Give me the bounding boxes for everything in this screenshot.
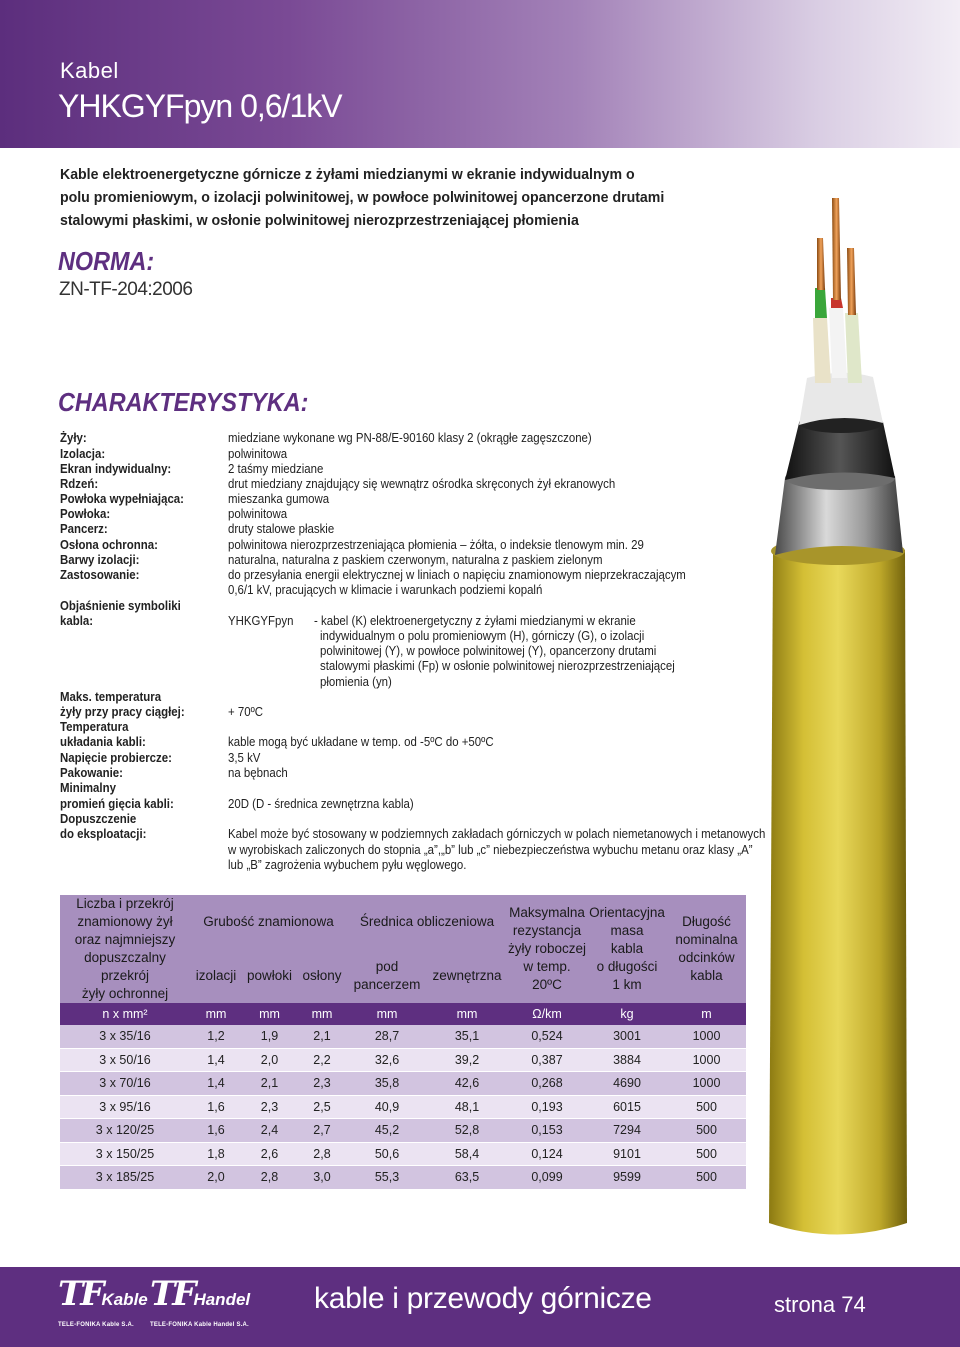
spec-label-ukladanie-2: układania kabli: bbox=[60, 734, 146, 749]
table-cell: 500 bbox=[667, 1095, 746, 1119]
table-cell: 35,1 bbox=[427, 1025, 507, 1048]
table-cell: 1,6 bbox=[190, 1119, 242, 1143]
header-text-line: Długość bbox=[682, 914, 731, 929]
table-cell: 2,4 bbox=[242, 1119, 297, 1143]
header-text-line: odcinków bbox=[678, 950, 735, 965]
table-cell: 500 bbox=[667, 1166, 746, 1190]
table-cell: 52,8 bbox=[427, 1119, 507, 1143]
header-text-line: Orientacyjna bbox=[589, 905, 665, 920]
table-cell: 2,6 bbox=[242, 1142, 297, 1166]
table-cell: 2,7 bbox=[297, 1119, 347, 1143]
table-cell: 50,6 bbox=[347, 1142, 427, 1166]
page-indicator bbox=[774, 1292, 866, 1318]
specification-table bbox=[60, 895, 746, 1190]
spec-value-dopuszczenie-line: lub „B” zagrożenia wybuchem pyłu węglowego. bbox=[228, 857, 467, 872]
unit-cell: mm bbox=[190, 1003, 242, 1025]
table-cell: 3001 bbox=[587, 1025, 667, 1048]
header-text-line: Maksymalna bbox=[509, 905, 585, 920]
table-cell: 3 x 70/16 bbox=[60, 1072, 190, 1096]
spec-value-dopuszczenie-line: w wyrobiskach zaliczonych do stopnia „a”,„b” lub „c” niebezpieczeństwa wybuchu metanu oraz klasy „A” bbox=[228, 842, 753, 857]
table-cell: 2,2 bbox=[297, 1048, 347, 1072]
spec-value-barwy: naturalna, naturalna z paskiem czerwonym, naturalna z paskiem zielonym bbox=[228, 552, 603, 567]
spec-label-pakowanie: Pakowanie: bbox=[60, 765, 123, 780]
table-cell: 1,8 bbox=[190, 1142, 242, 1166]
tf-kable-logo bbox=[58, 1274, 148, 1328]
footer-band bbox=[0, 1267, 960, 1347]
table-cell: 0,193 bbox=[507, 1095, 587, 1119]
spec-value-zastosowanie-2: 0,6/1 kV, pracujących w klimacie i warunkach podziemi kopalń bbox=[228, 582, 543, 597]
unit-cell: n x mm² bbox=[60, 1003, 190, 1025]
unit-cell: m bbox=[667, 1003, 746, 1025]
table-cell: 9101 bbox=[587, 1142, 667, 1166]
spec-label-zyly: Żyły: bbox=[60, 430, 87, 445]
header-powloki: powłoki bbox=[242, 949, 297, 1003]
table-cell: 1,9 bbox=[242, 1025, 297, 1048]
table-cell: 1000 bbox=[667, 1025, 746, 1048]
spec-label-promien-2: promień gięcia kabli: bbox=[60, 796, 174, 811]
table-cell: 3 x 185/25 bbox=[60, 1166, 190, 1190]
spec-value-zyly: miedziane wykonane wg PN-88/E-90160 klasy 2 (okrągłe zagęszczone) bbox=[228, 430, 592, 445]
spec-label-symbolika-1: Objaśnienie symboliki bbox=[60, 598, 181, 613]
header-text-line: rezystancja bbox=[512, 923, 582, 938]
header-text-line: kabla bbox=[690, 968, 723, 983]
logo-mark: TF bbox=[58, 1274, 102, 1314]
header-text-line: znamionowy żył bbox=[77, 914, 173, 929]
logo-word: Kable bbox=[101, 1290, 148, 1309]
table-row bbox=[60, 1095, 746, 1119]
table-cell: 3884 bbox=[587, 1048, 667, 1072]
table-cell: 32,6 bbox=[347, 1048, 427, 1072]
table-cell: 2,3 bbox=[242, 1095, 297, 1119]
table-cell: 3 x 50/16 bbox=[60, 1048, 190, 1072]
table-cell: 3,0 bbox=[297, 1166, 347, 1190]
unit-cell: mm bbox=[297, 1003, 347, 1025]
table-cell: 2,0 bbox=[242, 1048, 297, 1072]
unit-cell: Ω/km bbox=[507, 1003, 587, 1025]
header-rezystancja bbox=[507, 895, 587, 1003]
table-cell: 2,1 bbox=[297, 1025, 347, 1048]
table-cell: 4690 bbox=[587, 1072, 667, 1096]
intro-line: stalowymi płaskimi, w osłonie polwinitowej nierozprzestrzeniającej płomienia bbox=[60, 212, 579, 229]
header-masa bbox=[587, 895, 667, 1003]
spec-label-oslona: Osłona ochronna: bbox=[60, 537, 158, 552]
tf-handel-logo bbox=[150, 1274, 251, 1328]
table-cell: 1,6 bbox=[190, 1095, 242, 1119]
spec-label-promien-1: Minimalny bbox=[60, 780, 116, 795]
spec-label-symbolika-2: kabla: bbox=[60, 613, 94, 628]
table-cell: 58,4 bbox=[427, 1142, 507, 1166]
header-grubosc: Grubość znamionowa bbox=[190, 895, 347, 949]
symbol-desc-line: stalowymi płaskimi (Fp) w osłonie polwinitowej nierozprzestrzeniającej bbox=[320, 658, 675, 673]
page-number: 74 bbox=[841, 1292, 866, 1317]
logo-mark: TF bbox=[150, 1274, 194, 1314]
spec-value-powloka: polwinitowa bbox=[228, 506, 288, 521]
table-cell: 1,4 bbox=[190, 1048, 242, 1072]
table-cell: 1000 bbox=[667, 1048, 746, 1072]
spec-value-ekran: 2 taśmy miedziane bbox=[228, 461, 324, 476]
spec-value-ukladanie: kable mogą być układane w temp. od -5ºC do +50ºC bbox=[228, 734, 494, 749]
table-cell: 2,8 bbox=[242, 1166, 297, 1190]
intro-line: polu promieniowym, o izolacji polwinitowej, w powłoce polwinitowej opancerzone drutami bbox=[60, 189, 665, 206]
table-cell: 3 x 35/16 bbox=[60, 1025, 190, 1048]
norma-value: ZN-TF-204:2006 bbox=[59, 279, 193, 300]
table-cell: 0,268 bbox=[507, 1072, 587, 1096]
spec-value-promien: 20D (D - średnica zewnętrzna kabla) bbox=[228, 796, 414, 811]
table-cell: 2,0 bbox=[190, 1166, 242, 1190]
table-cell: 2,5 bbox=[297, 1095, 347, 1119]
table-row bbox=[60, 1072, 746, 1096]
header-text-line: żyły roboczej bbox=[507, 941, 587, 956]
symbol-desc-line: indywidualnym o polu promieniowym (H), górniczy (G), o izolacji bbox=[320, 628, 645, 643]
spec-label-izolacja: Izolacja: bbox=[60, 446, 106, 461]
table-cell: 500 bbox=[667, 1119, 746, 1143]
header-text-line: 1 km bbox=[612, 977, 642, 992]
header-text-line: o długości bbox=[596, 959, 658, 974]
header-cross-section bbox=[60, 895, 190, 1003]
table-cell: 0,524 bbox=[507, 1025, 587, 1048]
spec-label-ekran: Ekran indywidualny: bbox=[60, 461, 172, 476]
header-text-line: w temp. 20ºC bbox=[523, 959, 571, 992]
table-cell: 42,6 bbox=[427, 1072, 507, 1096]
spec-value-zastosowanie-1: do przesyłania energii elektrycznej w liniach o napięciu znamionowym nieprzekraczającym bbox=[228, 567, 686, 582]
table-cell: 6015 bbox=[587, 1095, 667, 1119]
spec-value-izolacja: polwinitowa bbox=[228, 446, 288, 461]
spec-value-dopuszczenie-line: Kabel może być stosowany w podziemnych zakładach górniczych w polach niemetanowych i metanowych bbox=[228, 826, 766, 841]
unit-cell: mm bbox=[242, 1003, 297, 1025]
table-cell: 55,3 bbox=[347, 1166, 427, 1190]
table-cell: 3 x 95/16 bbox=[60, 1095, 190, 1119]
spec-value-oslona: polwinitowa nierozprzestrzeniająca płomienia – żółta, o indeksie tlenowym min. 29 bbox=[228, 537, 644, 552]
unit-cell: kg bbox=[587, 1003, 667, 1025]
table-cell: 0,099 bbox=[507, 1166, 587, 1190]
header-izolacji: izolacji bbox=[190, 949, 242, 1003]
symbol-desc-line: polwinitowej (Y), w powłoce polwinitowej (Y), opancerzony drutami bbox=[320, 643, 657, 658]
table-cell: 3 x 150/25 bbox=[60, 1142, 190, 1166]
product-title: YHKGYFpyn 0,6/1kV bbox=[58, 88, 342, 124]
table-row bbox=[60, 1025, 746, 1048]
table-cell: 2,8 bbox=[297, 1142, 347, 1166]
spec-label-powloka: Powłoka: bbox=[60, 506, 111, 521]
symbol-desc-line: płomienia (yn) bbox=[320, 674, 392, 689]
header-text-line: masa bbox=[610, 923, 644, 938]
table-cell: 500 bbox=[667, 1142, 746, 1166]
table-cell: 39,2 bbox=[427, 1048, 507, 1072]
table-row bbox=[60, 1119, 746, 1143]
header-oslony: osłony bbox=[297, 949, 347, 1003]
header-text-line: kabla bbox=[610, 941, 644, 956]
spec-value-powloka-wypelniajaca: mieszanka gumowa bbox=[228, 491, 330, 506]
spec-label-rdzen: Rdzeń: bbox=[60, 476, 99, 491]
spec-label-ukladanie-1: Temperatura bbox=[60, 719, 129, 734]
header-text-line: pod bbox=[375, 959, 399, 974]
table-cell: 1000 bbox=[667, 1072, 746, 1096]
header-text-line: Liczba i przekrój bbox=[76, 896, 174, 911]
table-cell: 7294 bbox=[587, 1119, 667, 1143]
table-cell: 0,387 bbox=[507, 1048, 587, 1072]
spec-label-barwy: Barwy izolacji: bbox=[60, 552, 140, 567]
logo-subtitle: TELE-FONIKA Kable S.A. bbox=[58, 1322, 134, 1328]
table-cell: 0,153 bbox=[507, 1119, 587, 1143]
header-text-line: oraz najmniejszy bbox=[74, 932, 176, 947]
table-cell: 0,124 bbox=[507, 1142, 587, 1166]
spec-value-napiecie: 3,5 kV bbox=[228, 750, 261, 765]
spec-label-zastosowanie: Zastosowanie: bbox=[60, 567, 140, 582]
spec-value-pancerz: druty stalowe płaskie bbox=[228, 521, 335, 536]
spec-label-dopuszczenie-1: Dopuszczenie bbox=[60, 811, 137, 826]
unit-cell: mm bbox=[427, 1003, 507, 1025]
table-cell: 1,4 bbox=[190, 1072, 242, 1096]
characteristics-heading: CHARAKTERYSTYKA: bbox=[58, 387, 309, 417]
table-cell: 3 x 120/25 bbox=[60, 1119, 190, 1143]
spec-value-pakowanie: na bębnach bbox=[228, 765, 288, 780]
spec-label-temp-2: żyły przy pracy ciągłej: bbox=[60, 704, 185, 719]
header-srednica: Średnica obliczeniowa bbox=[347, 895, 507, 949]
header-text-line: dopuszczalny przekrój bbox=[84, 950, 166, 983]
spec-label-temp-1: Maks. temperatura bbox=[60, 689, 162, 704]
header-dlugosc bbox=[667, 895, 746, 1003]
table-cell: 2,1 bbox=[242, 1072, 297, 1096]
table-units-row bbox=[60, 1003, 746, 1025]
table-row bbox=[60, 1166, 746, 1190]
unit-cell: mm bbox=[347, 1003, 427, 1025]
header-pod-pancerzem bbox=[347, 949, 427, 1003]
table-cell: 9599 bbox=[587, 1166, 667, 1190]
header-text-line: nominalna bbox=[675, 932, 738, 947]
logo-word: Handel bbox=[193, 1290, 251, 1309]
table-header-row-1 bbox=[60, 895, 746, 949]
table-cell: 40,9 bbox=[347, 1095, 427, 1119]
table-cell: 48,1 bbox=[427, 1095, 507, 1119]
table-cell: 45,2 bbox=[347, 1119, 427, 1143]
symbol-code: YHKGYFpyn bbox=[228, 613, 294, 628]
footer-tagline: kable i przewody górnicze bbox=[314, 1282, 652, 1315]
page-label: strona bbox=[774, 1292, 836, 1317]
spec-value-temp: + 70ºC bbox=[228, 704, 264, 719]
spec-label-napiecie: Napięcie probiercze: bbox=[60, 750, 172, 765]
header-zewnetrzna: zewnętrzna bbox=[427, 949, 507, 1003]
spec-value-rdzen: drut miedziany znajdujący się wewnątrz ośrodka skręconych żył ekranowych bbox=[228, 476, 616, 491]
symbol-desc-line: - kabel (K) elektroenergetyczny z żyłami miedzianymi w ekranie bbox=[314, 613, 636, 628]
table-cell: 1,2 bbox=[190, 1025, 242, 1048]
table-cell: 63,5 bbox=[427, 1166, 507, 1190]
intro-line: Kable elektroenergetyczne górnicze z żyłami miedzianymi w ekranie indywidualnym o bbox=[60, 166, 635, 183]
header-text-line: żyły ochronnej bbox=[81, 986, 169, 1001]
intro-description bbox=[60, 163, 702, 232]
spec-label-dopuszczenie-2: do eksploatacji: bbox=[60, 826, 147, 841]
cable-illustration bbox=[755, 178, 915, 1243]
logo-subtitle: TELE-FONIKA Kable Handel S.A. bbox=[150, 1322, 249, 1328]
table-cell: 28,7 bbox=[347, 1025, 427, 1048]
header-band bbox=[0, 0, 960, 148]
table-row bbox=[60, 1142, 746, 1166]
norma-heading: NORMA: bbox=[58, 246, 155, 276]
table-cell: 2,3 bbox=[297, 1072, 347, 1096]
spec-label-powloka-wypelniajaca: Powłoka wypełniająca: bbox=[60, 491, 184, 506]
category-label: Kabel bbox=[60, 58, 119, 83]
spec-label-pancerz: Pancerz: bbox=[60, 521, 108, 536]
table-cell: 35,8 bbox=[347, 1072, 427, 1096]
header-text-line: pancerzem bbox=[353, 977, 421, 992]
table-row bbox=[60, 1048, 746, 1072]
